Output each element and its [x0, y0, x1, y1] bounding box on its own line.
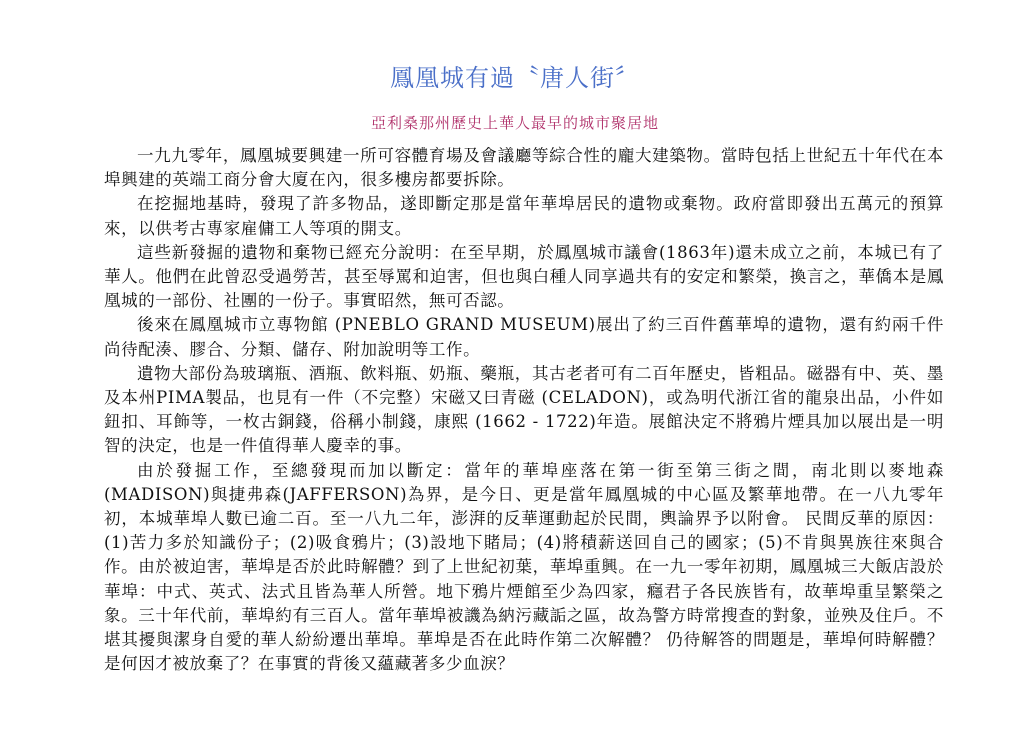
paragraph-6: 由於發掘工作，至總發現而加以斷定：當年的華埠座落在第一街至第三街之間，南北則以麥地森(MADISON)與捷弗森(JAFFERSON)為界，是今日、更是當年鳳凰城的中心區及繁華地帶。在一八九零年初，本城華埠人數已逾二百。至一八九二年，澎湃的反華運動起於民間，輿論界予以附會。 民間反華的原因：(1)苦力多於知識份子；(2)吸食鴉片；(3)設地下賭局；(4)將積薪送回自己的國家；(5)不肯與異族往來與合作。由於被迫害，華埠是否於此時解體？到了上世紀初葉，華埠重興。在一九一零年初期，鳳凰城三大飯店設於華埠：中式、英式、法式且皆為華人所營。地下鴉片煙館至少為四家，癮君子各民族皆有，故華埠重呈繁榮之象。三十年代前，華埠約有三百人。當年華埠被譏為納污藏詬之區，故為警方時常搜查的對象，並殃及住戶。不堪其擾與潔身自愛的華人紛紛遷出華埠。華埠是否在此時作第二次解體？ 仍待解答的問題是，華埠何時解體？是何因才被放棄了？在事實的背後又蘊藏著多少血淚？ — [104, 460, 944, 674]
page-title: 鳳凰城有過〝唐人街〞 — [390, 64, 640, 92]
article-body — [104, 144, 944, 676]
paragraph-2: 在挖掘地基時，發現了許多物品，遂即斷定那是當年華埠居民的遺物或棄物。政府當即發出五萬元的預算來，以供考古專家雇傭工人等項的開支。 — [104, 194, 944, 238]
paragraph-1: 一九九零年，鳳凰城要興建一所可容體育場及會議廳等綜合性的龐大建築物。當時包括上世紀五十年代在本埠興建的英端工商分會大廈在內，很多樓房都要拆除。 — [104, 146, 944, 190]
paragraph-4: 後來在鳳凰城市立專物館 (PNEBLO GRAND MUSEUM)展出了約三百件舊華埠的遺物，還有約兩千件尚待配湊、膠合、分類、儲存、附加說明等工作。 — [104, 315, 944, 359]
page-subtitle: 亞利桑那州歷史上華人最早的城市聚居地 — [370, 114, 659, 132]
paragraph-3: 這些新發掘的遺物和棄物已經充分說明：在至早期，於鳳凰城市議會(1863年)還未成立之前，本城已有了華人。他們在此曾忍受過勞苦，甚至辱罵和迫害，但也與白種人同享過共有的安定和繁榮，換言之，華僑本是鳳凰城的一部份、社團的一份子。事實昭然，無可否認。 — [104, 242, 944, 311]
paragraph-5: 遺物大部份為玻璃瓶、酒瓶、飲料瓶、奶瓶、藥瓶，其古老者可有二百年歷史，皆粗品。磁器有中、英、墨及本州PIMA製品，也見有一件（不完整）宋磁又曰青磁 (CELADON)，或為明代浙江省的龍泉出品，小件如鈕扣、耳飾等，一枚古銅錢，俗稱小制錢，康熙 (1662 - 1722)年造。展館決定不將鴉片煙具加以展出是一明智的決定，也是一件值得華人慶幸的事。 — [104, 363, 944, 456]
